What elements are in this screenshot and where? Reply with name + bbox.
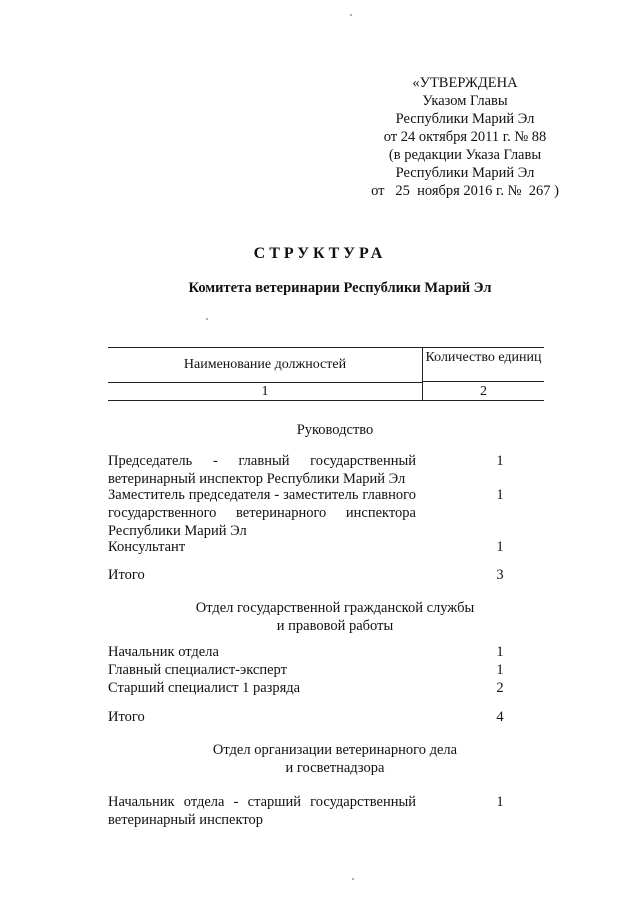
position-name: Старший специалист 1 разряда — [108, 680, 301, 696]
header-column-number-2: 2 — [480, 384, 487, 399]
section-title-line: Отдел государственной гражданской службы — [195, 600, 475, 616]
section-title-line: и госветнадзора — [285, 760, 385, 776]
scan-speck — [352, 878, 354, 880]
table-header — [108, 347, 544, 401]
table-row — [108, 643, 508, 661]
document-title: СТРУКТУРА — [253, 245, 387, 262]
position-qty: 1 — [496, 539, 504, 555]
scan-speck — [350, 14, 352, 16]
position-qty: 1 — [496, 487, 504, 503]
position-qty: 1 — [496, 794, 504, 810]
total-row — [108, 708, 508, 726]
position-qty: 1 — [496, 644, 504, 660]
header-unit-count: Количество единиц — [423, 348, 544, 382]
approval-line: Республики Марий Эл — [395, 165, 535, 181]
header-position-name: Наименование должностей — [108, 348, 423, 383]
position-qty: 2 — [496, 680, 504, 696]
section-title: Руководство — [296, 422, 374, 438]
section-title — [108, 599, 562, 635]
approval-line: от 25 ноября 2016 г. № 267 ) — [371, 183, 559, 199]
position-qty: 1 — [496, 662, 504, 678]
approval-line: от 24 октября 2011 г. № 88 — [383, 129, 547, 145]
approval-line: (в редакции Указа Главы — [388, 147, 542, 163]
scan-speck — [206, 318, 208, 320]
position-qty: 1 — [496, 453, 504, 469]
approval-line: Республики Марий Эл — [395, 111, 535, 127]
table-row — [108, 486, 508, 540]
document-subtitle: Комитета ветеринарии Республики Марий Эл — [188, 280, 492, 296]
table-row — [108, 538, 508, 556]
position-name: Председатель - главный государственный ветеринарный инспектор Республики Марий Эл — [108, 453, 416, 487]
section-title — [108, 741, 562, 777]
table-row — [108, 793, 508, 829]
section-title-line: Отдел организации ветеринарного дела — [212, 742, 458, 758]
total-label: Итого — [108, 709, 145, 725]
header-column-number-1: 1 — [108, 383, 423, 400]
table-row — [108, 452, 508, 488]
section-title-line: и правовой работы — [276, 618, 394, 634]
position-name: Консультант — [108, 539, 186, 555]
total-row — [108, 566, 508, 584]
table-row — [108, 679, 508, 697]
approval-stamp-block — [355, 74, 575, 200]
approval-line: «УТВЕРЖДЕНА — [412, 75, 518, 91]
table-row — [108, 661, 508, 679]
total-value: 4 — [496, 709, 504, 725]
position-name: Заместитель председателя - заместитель главного государственного ветеринарного инспектора Республики Марий Эл — [108, 487, 416, 539]
total-value: 3 — [496, 567, 504, 583]
total-label: Итого — [108, 567, 145, 583]
position-name: Главный специалист-эксперт — [108, 662, 287, 678]
approval-line: Указом Главы — [422, 93, 508, 109]
position-name: Начальник отдела - старший государственный ветеринарный инспектор — [108, 794, 416, 828]
position-name: Начальник отдела — [108, 644, 219, 660]
